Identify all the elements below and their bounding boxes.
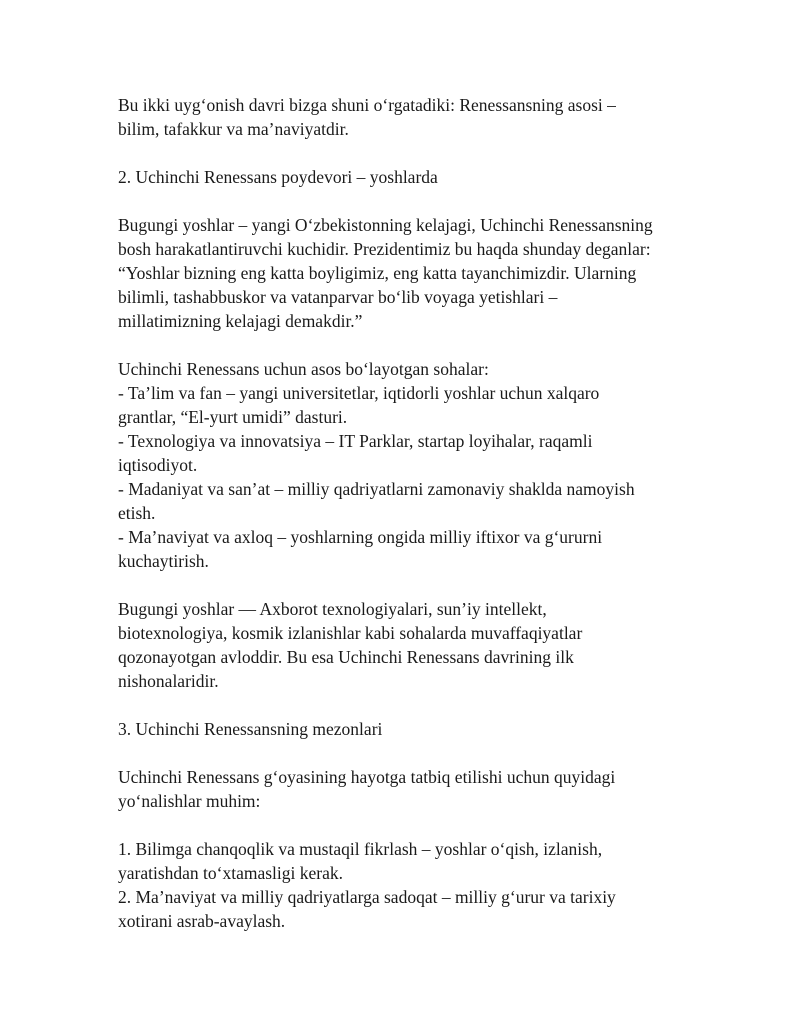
heading-text: 2. Uchinchi Renessans poydevori – yoshlarda [118, 167, 438, 187]
section-3-heading [118, 717, 698, 741]
intro-paragraph [118, 93, 698, 141]
section-3-intro [118, 765, 698, 813]
text-line: Uchinchi Renessans g‘oyasining hayotga tatbiq etilishi uchun quyidagi [118, 767, 616, 787]
list-item: iqtisodiyot. [118, 455, 198, 475]
section-2-list [118, 357, 698, 573]
section-2-closing-paragraph [118, 597, 698, 693]
section-2-heading [118, 165, 698, 189]
text-line: millatimizning kelajagi demakdir.” [118, 311, 363, 331]
text-line: bilim, tafakkur va ma’naviyatdir. [118, 119, 349, 139]
list-item: 2. Ma’naviyat va milliy qadriyatlarga sadoqat – milliy g‘urur va tarixiy [118, 887, 616, 907]
text-line: Bugungi yoshlar — Axborot texnologiyalari, sun’iy intellekt, [118, 599, 547, 619]
list-item: 1. Bilimga chanqoqlik va mustaqil fikrlash – yoshlar o‘qish, izlanish, [118, 839, 603, 859]
text-line: qozonayotgan avloddir. Bu esa Uchinchi Renessans davrining ilk [118, 647, 574, 667]
section-3-list [118, 837, 698, 933]
list-item: kuchaytirish. [118, 551, 209, 571]
text-line: bosh harakatlantiruvchi kuchidir. Prezidentimiz bu haqda shunday deganlar: [118, 239, 651, 259]
text-line: Bu ikki uyg‘onish davri bizga shuni o‘rgatadiki: Renessansning asosi – [118, 95, 616, 115]
list-item: etish. [118, 503, 156, 523]
list-item: xotirani asrab-avaylash. [118, 911, 286, 931]
list-item: - Ma’naviyat va axloq – yoshlarning ongida milliy iftixor va g‘ururni [118, 527, 603, 547]
text-line: bilimli, tashabbuskor va vatanparvar bo‘lib voyaga yetishlari – [118, 287, 558, 307]
list-item: - Ta’lim va fan – yangi universitetlar, iqtidorli yoshlar uchun xalqaro [118, 383, 600, 403]
section-2-paragraph [118, 213, 698, 333]
list-item: - Texnologiya va innovatsiya – IT Parklar, startap loyihalar, raqamli [118, 431, 593, 451]
list-item: - Madaniyat va san’at – milliy qadriyatlarni zamonaviy shaklda namoyish [118, 479, 635, 499]
text-line: Bugungi yoshlar – yangi O‘zbekistonning kelajagi, Uchinchi Renessansning [118, 215, 653, 235]
text-line: yo‘nalishlar muhim: [118, 791, 261, 811]
document-body [118, 93, 698, 957]
list-item: yaratishdan to‘xtamasligi kerak. [118, 863, 343, 883]
list-item: grantlar, “El-yurt umidi” dasturi. [118, 407, 348, 427]
text-line: nishonalaridir. [118, 671, 219, 691]
text-line: biotexnologiya, kosmik izlanishlar kabi sohalarda muvaffaqiyatlar [118, 623, 583, 643]
list-intro: Uchinchi Renessans uchun asos bo‘layotgan sohalar: [118, 359, 489, 379]
heading-text: 3. Uchinchi Renessansning mezonlari [118, 719, 383, 739]
text-line: “Yoshlar bizning eng katta boyligimiz, eng katta tayanchimizdir. Ularning [118, 263, 637, 283]
